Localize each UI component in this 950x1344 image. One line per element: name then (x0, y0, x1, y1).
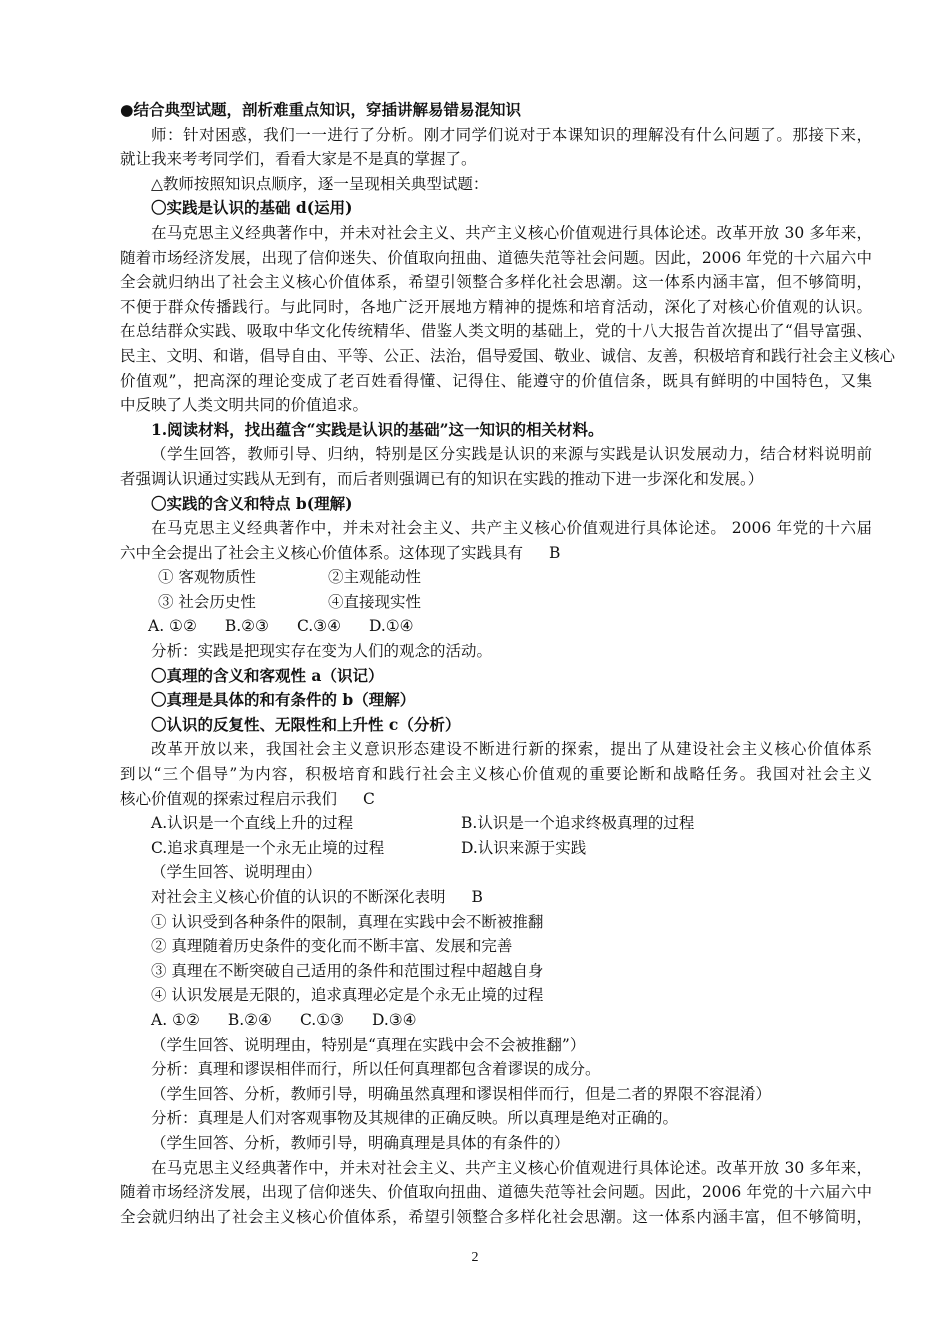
option-item: ④直接现实性 (328, 592, 422, 611)
option-row (120, 590, 872, 615)
option-item: D.认识来源于实践 (461, 838, 587, 857)
paragraph-line: 师：针对困惑，我们一一进行了分析。刚才同学们说对于本课知识的理解没有什么问题了。那接下来， (151, 125, 872, 144)
option-row (120, 836, 872, 861)
response-line: （学生回答、分析，教师引导，明确虽然真理和谬误相伴而行，但是二者的界限不容混淆） (151, 1084, 772, 1103)
paragraph-line: 就让我来考考同学们，看看大家是不是真的掌握了。 (120, 150, 477, 169)
option-item: ②主观能动性 (328, 568, 422, 587)
choice-a: A. ①② (151, 1010, 200, 1029)
subsection-heading: 〇真理的含义和客观性 a（识记） (151, 665, 384, 685)
choice-b: B.②④ (227, 1010, 272, 1029)
material-line: 随着市场经济发展，出现了信仰迷失、价值取向扭曲、道德失范等社会问题。因此，2006 年党的十六届六中 (120, 1183, 872, 1202)
option-item: ① 认识受到各种条件的限制，真理在实践中会不断被推翻 (151, 912, 544, 931)
question-stem (120, 541, 872, 566)
subsection-heading: 〇真理是具体的和有条件的 b（理解） (151, 690, 416, 710)
choice-a: A. ①② (148, 617, 197, 636)
answer-key: C (363, 789, 375, 808)
choice-row (120, 614, 872, 639)
choice-c: C.③④ (296, 617, 341, 636)
response-line: （学生回答、分析，教师引导，明确真理是具体的有条件的） (151, 1133, 570, 1152)
material-line: 不便于群众传播践行。与此同时，各地广泛开展地方精神的提炼和培育活动，深化了对核心价值观的认识。 (120, 297, 872, 316)
option-row (120, 565, 872, 590)
question-text: 六中全会提出了社会主义核心价值体系。这体现了实践具有 (120, 543, 524, 562)
subsection-heading: 〇实践的含义和特点 b(理解) (151, 493, 353, 513)
material-line: 到以“三个倡导”为内容，积极培育和践行社会主义核心价值观的重要论断和战略任务。我国对社会主义 (120, 765, 872, 784)
material-line: 在总结群众实践、吸取中华文化传统精华、借鉴人类文明的基础上，党的十八大报告首次提出了“倡导富强、 (120, 322, 872, 341)
option-item: A.认识是一个直线上升的过程 (151, 814, 354, 833)
choice-d: D.③④ (371, 1010, 417, 1029)
material-line: 全会就归纳出了社会主义核心价值体系，希望引领整合多样化社会思潮。这一体系内涵丰富，但不够简明， (120, 1207, 872, 1226)
paragraph-line: △教师按照知识点顺序，逐一呈现相关典型试题： (151, 174, 489, 193)
material-line: 改革开放以来，我国社会主义意识形态建设不断进行新的探索，提出了从建设社会主义核心价值体系 (151, 740, 872, 759)
choice-c: C.①③ (299, 1010, 344, 1029)
material-line: 在马克思主义经典著作中，并未对社会主义、共产主义核心价值观进行具体论述。改革开放 30 多年来， (151, 1158, 872, 1177)
subsection-heading: 〇认识的反复性、无限性和上升性 c（分析） (151, 714, 461, 734)
subsection-heading: 〇实践是认识的基础 d(运用) (151, 198, 353, 218)
answer-key: B (471, 888, 483, 906)
analysis-line: 分析：真理是人们对客观事物及其规律的正确反映。所以真理是绝对正确的。 (151, 1109, 679, 1128)
response-line: 者强调认识通过实践从无到有，而后者则强调已有的知识在实践的推动下进一步深化和发展。） (120, 469, 764, 488)
option-item: ② 真理随着历史条件的变化而不断丰富、发展和完善 (151, 937, 513, 956)
option-item: ③ 社会历史性 (158, 592, 256, 611)
question-1: 1.阅读材料，找出蕴含“实践是认识的基础”这一知识的相关材料。 (151, 419, 604, 439)
question-text: 对社会主义核心价值的认识的不断深化表明 (151, 888, 446, 906)
material-line: 随着市场经济发展，出现了信仰迷失、价值取向扭曲、道德失范等社会问题。因此，2006 年党的十六届六中 (120, 248, 872, 267)
question-stem (120, 885, 872, 910)
option-item: B.认识是一个追求终极真理的过程 (461, 814, 695, 833)
material-line: 在马克思主义经典著作中，并未对社会主义、共产主义核心价值观进行具体论述。改革开放 30 多年来， (151, 223, 872, 242)
option-item: C.追求真理是一个永无止境的过程 (151, 838, 385, 857)
section-heading: ●结合典型试题，剖析难重点知识，穿插讲解易错易混知识 (120, 100, 522, 119)
choice-d: D.①④ (368, 617, 414, 636)
analysis-line: 分析：实践是把现实存在变为人们的观念的活动。 (151, 642, 493, 661)
document-body (120, 98, 896, 1229)
analysis-line: 分析：真理和谬误相伴而行，所以任何真理都包含着谬误的成分。 (151, 1060, 601, 1079)
response-line: （学生回答，教师引导、归纳，特别是区分实践是认识的来源与实践是认识发展动力，结合材料说明前 (151, 445, 872, 464)
option-row (120, 811, 872, 836)
choice-b: B.②③ (224, 617, 269, 636)
answer-key: B (549, 543, 561, 562)
page-number: 2 (471, 1250, 479, 1265)
option-item: ① 客观物质性 (158, 568, 256, 587)
question-text: 核心价值观的探索过程启示我们 (120, 789, 338, 808)
choice-row (120, 1008, 872, 1033)
material-line: 中反映了人类文明共同的价值追求。 (120, 396, 369, 415)
material-line: 在马克思主义经典著作中，并未对社会主义、共产主义核心价值观进行具体论述。 2006 年党的十六届 (151, 519, 872, 538)
material-line: 全会就归纳出了社会主义核心价值体系，希望引领整合多样化社会思潮。这一体系内涵丰富，但不够简明， (120, 273, 872, 292)
material-line: 民主、文明、和谐，倡导自由、平等、公正、法治，倡导爱国、敬业、诚信、友善，积极培育和践行社会主义核心 (120, 346, 896, 365)
response-line: （学生回答、说明理由，特别是“真理在实践中会不会被推翻”） (151, 1035, 586, 1054)
response-line: （学生回答、说明理由） (151, 863, 322, 882)
option-item: ③ 真理在不断突破自己适用的条件和范围过程中超越自身 (151, 961, 544, 980)
option-item: ④ 认识发展是无限的，追求真理必定是个永无止境的过程 (151, 986, 544, 1005)
material-line: 价值观”，把高深的理论变成了老百姓看得懂、记得住、能遵守的价值信条，既具有鲜明的中国特色，又集 (120, 371, 872, 390)
question-stem (120, 787, 872, 812)
